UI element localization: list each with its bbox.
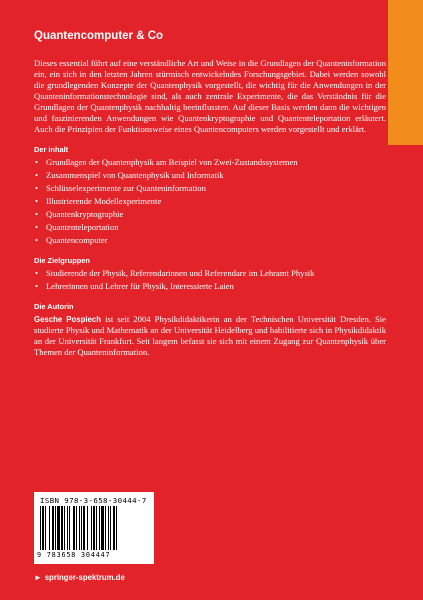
list-item: • Zusammenspiel von Quantenphysik und Informatik — [35, 170, 224, 180]
isbn-label: ISBN 978-3-658-30444-7 — [40, 496, 147, 505]
list-item: • Quantenteleportation — [35, 222, 119, 232]
bullet-icon: • — [35, 157, 39, 167]
intro-paragraph: Dieses essential führt auf eine verständliche Art und Weise in die Grundlagen der Quanteninformation ein, ein sich in den letzten Jahren stürmisch entwickelndes Forschungsgebiet. Dabei werden sowohl die grundlegenden Konzepte der Quantenphysik vorgestellt, die wichtig für die Anwendungen in der Quanteninformationstechnologie sind, als auch zentrale Experimente, die das Verständnis für die Grundlagen der Quantenphysik nachhaltig beeinflussten. Auf dieser Basis werden dann die wichtigen und faszinierenden Anwendungen wie Quantenkryptographie und Quantenteleportation erläutert. Auch die Prinzipien der Funktionsweise eines Quantencomputers werden vorgestellt und erklärt. — [34, 58, 386, 134]
list-item: • Illustrierende Modellexperimente — [35, 196, 162, 206]
list-item: • Quantenkryptographie — [35, 209, 124, 219]
audience-list — [34, 268, 386, 292]
orange-accent-band — [388, 0, 423, 145]
list-item: • Schlüsselexperimente zur Quanteninformation — [35, 183, 206, 193]
arrow-right-icon: ► — [34, 573, 42, 582]
bullet-icon: • — [35, 268, 39, 278]
bullet-icon: • — [35, 235, 39, 245]
back-cover-text — [34, 30, 386, 358]
list-item: • Lehrerinnen und Lehrer für Physik, Interessierte Laien — [35, 281, 234, 291]
publisher-url[interactable]: ► springer-spektrum.de — [34, 573, 125, 582]
author-name: Gesche Pospiech — [34, 315, 101, 324]
contents-list — [34, 157, 386, 246]
contents-heading: Der inhalt — [34, 145, 69, 154]
book-title: Quantencomputer & Co — [34, 30, 164, 42]
isbn-barcode — [34, 492, 154, 564]
audience-heading: Die Zielgruppen — [34, 256, 90, 265]
bullet-icon: • — [35, 196, 39, 206]
author-bio: Gesche Pospiech ist seit 2004 Physikdidaktikerin an der Technischen Universität Dresden. Sie studierte Physik und Mathematik an der Universität Heidelberg und habilitierte sich in Physikdidaktik an der Universität Frankfurt. Seit langem befasst sie sich mit einem Zugang zur Quantenphysik über Themen der Quanteninformation. — [34, 314, 386, 357]
list-item: • Grundlagen der Quantenphysik am Beispiel von Zwei-Zustandssystemen — [35, 157, 298, 167]
list-item: • Quantencomputer — [35, 235, 108, 245]
bullet-icon: • — [35, 170, 39, 180]
bullet-icon: • — [35, 183, 39, 193]
bullet-icon: • — [35, 222, 39, 232]
author-heading: Die Autorin — [34, 302, 74, 311]
list-item: • Studierende der Physik, Referendarinnen und Referendare im Lehramt Physik — [35, 268, 315, 278]
bullet-icon: • — [35, 209, 39, 219]
bullet-icon: • — [35, 281, 39, 291]
barcode-bars — [40, 506, 148, 550]
ean-digits: 9 783658 304447 — [37, 551, 111, 559]
